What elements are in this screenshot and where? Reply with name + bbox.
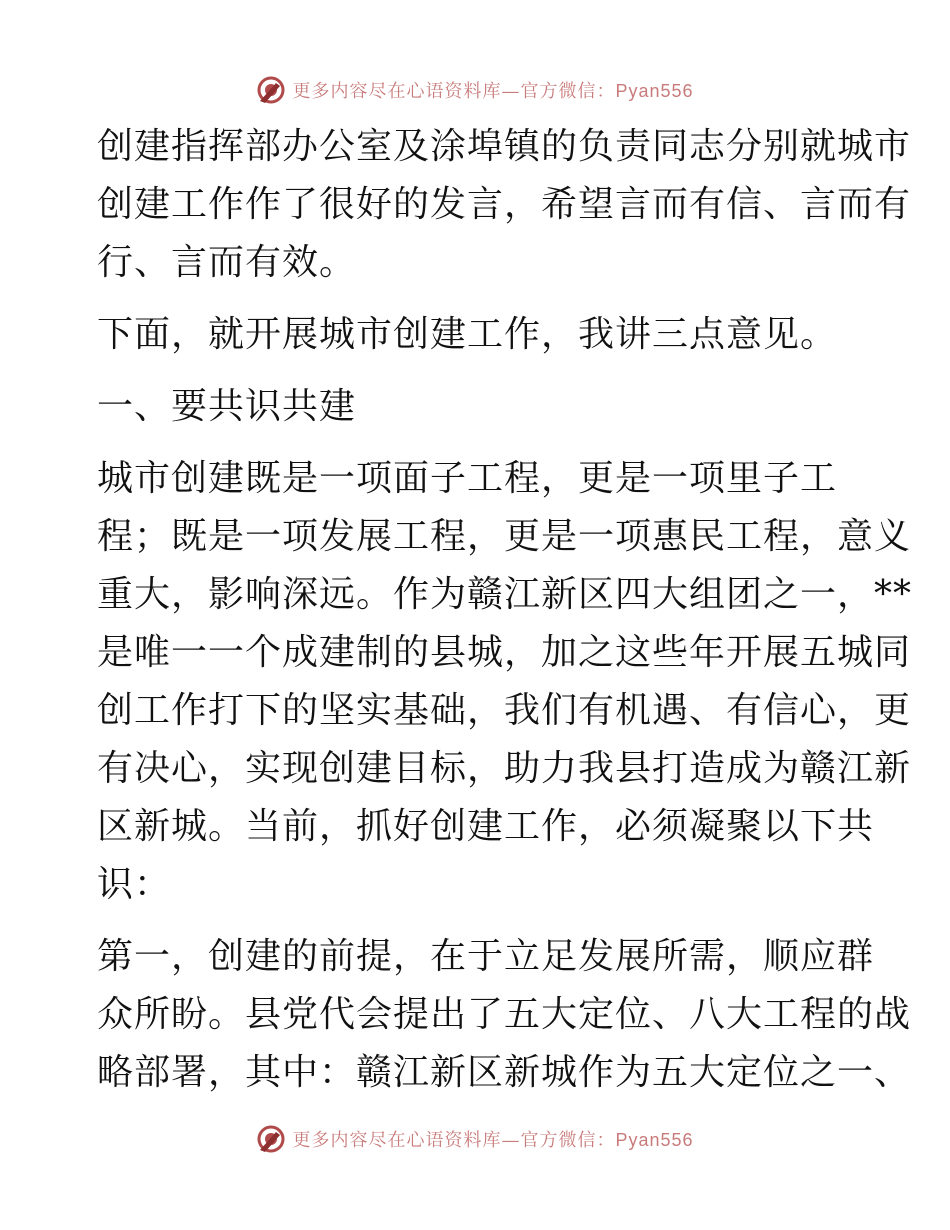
section-heading — [97, 378, 857, 436]
pen-seal-icon — [256, 1124, 286, 1154]
text-line: 重大，影响深远。作为赣江新区四大组团之一，** — [97, 574, 913, 615]
text-line: 第一，创建的前提，在于立足发展所需，顺应群 — [97, 936, 875, 977]
text-line: 识： — [97, 864, 172, 905]
watermark-text: 更多内容尽在心语资料库—官方微信：Pyan556 — [292, 1130, 694, 1151]
text-line: 程；既是一项发展工程，更是一项惠民工程，意义 — [97, 516, 912, 557]
text-line: 行、言而有效。 — [97, 242, 357, 283]
watermark-text: 更多内容尽在心语资料库—官方微信：Pyan556 — [292, 81, 694, 102]
header-watermark — [0, 73, 950, 107]
paragraph-4 — [97, 928, 912, 1102]
text-line: 下面，就开展城市创建工作，我讲三点意见。 — [97, 314, 838, 355]
text-line: 是唯一一个成建制的县城，加之这些年开展五城同 — [97, 632, 912, 673]
text-line: 区新城。当前，抓好创建工作，必须凝聚以下共 — [97, 806, 875, 847]
pen-seal-icon — [256, 75, 286, 105]
document-body — [97, 118, 913, 1102]
text-line: 城市创建既是一项面子工程，更是一项里子工 — [97, 458, 838, 499]
heading-line: 一、要共识共建 — [97, 386, 357, 427]
footer-watermark — [0, 1122, 950, 1156]
text-line: 略部署，其中：赣江新区新城作为五大定位之一、 — [97, 1052, 912, 1093]
text-line: 创工作打下的坚实基础，我们有机遇、有信心，更 — [97, 690, 912, 731]
text-line: 创建工作作了很好的发言，希望言而有信、言而有 — [97, 184, 912, 225]
text-line: 创建指挥部办公室及涂埠镇的负责同志分别就城市 — [97, 126, 912, 167]
text-line: 有决心，实现创建目标，助力我县打造成为赣江新 — [97, 748, 912, 789]
paragraph-2 — [97, 306, 857, 364]
paragraph-3 — [97, 450, 913, 914]
paragraph-1 — [97, 118, 912, 292]
text-line: 众所盼。县党代会提出了五大定位、八大工程的战 — [97, 994, 912, 1035]
